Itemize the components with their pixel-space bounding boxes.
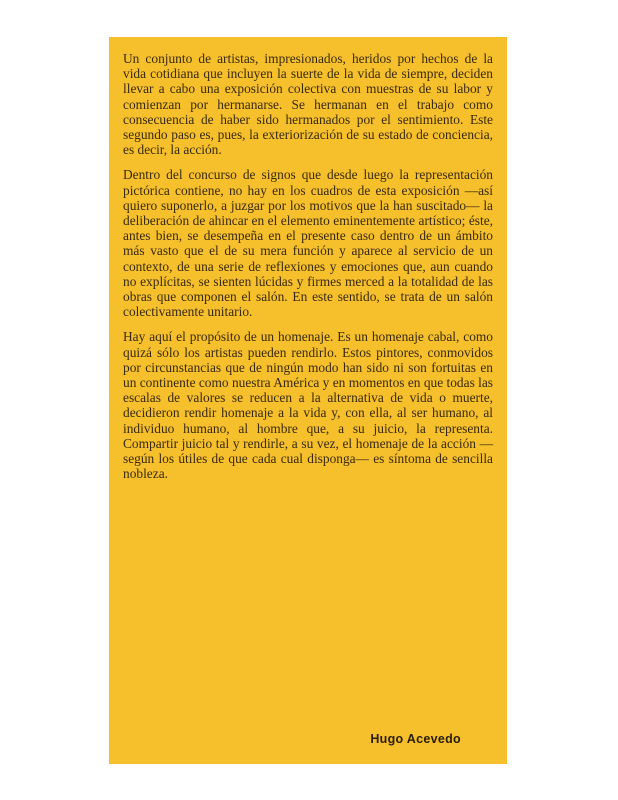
paragraph-3-text: Hay aquí el propósito de un homenaje. Es un homenaje cabal, como quizá sólo los artistas pueden rendirlo. Estos pintores, conmovidos por circunstancias que de ningún modo han sido ni son fortuitas en un continente como nuestra América y en momentos en que todas las escalas de valores se reducen a la alternativa de vida o muerte, decidieron rendir homenaje a la vida y, con ella, al ser humano, al individuo humano, al hombre que, a su juicio, la representa. Compartir juicio tal y rendirle, a su vez, el homenaje de la acción —según los útiles de que cada cual disponga— es síntoma de sencilla nobleza. — [123, 329, 494, 482]
paragraph-3 — [123, 329, 493, 481]
author-signature: Hugo Acevedo — [370, 732, 461, 746]
paragraph-1 — [123, 51, 493, 157]
paragraph-1-text: Un conjunto de artistas, impresionados, heridos por hechos de la vida cotidiana que incluyen la suerte de la vida de siempre, deciden llevar a cabo una exposición colectiva con muestras de su labor y comienzan por hermanarse. Se hermanan en el trabajo como consecuencia de haber sido hermanados por el sentimiento. Este segundo paso es, pues, la exteriorización de su estado de conciencia, es decir, la acción. — [123, 51, 493, 158]
paragraph-2 — [123, 167, 493, 319]
paragraph-2-text: Dentro del concurso de signos que desde luego la representación pictórica contiene, no hay en los cuadros de esta exposición —así quiero suponerlo, a juzgar por los motivos que la han suscitado— la deliberación de ahincar en el elemento eminentemente artístico; éste, antes bien, se desempeña en el presente caso dentro de un ámbito más vasto que el de su mera función y aparece al servicio de un contexto, de una serie de reflexiones y emociones que, aun cuando no explícitas, se sienten lúcidas y firmes merced a la totalidad de las obras que componen el salón. En este sentido, se trata de un salón colectivamente unitario. — [123, 167, 493, 320]
flyer-sheet — [109, 37, 507, 764]
